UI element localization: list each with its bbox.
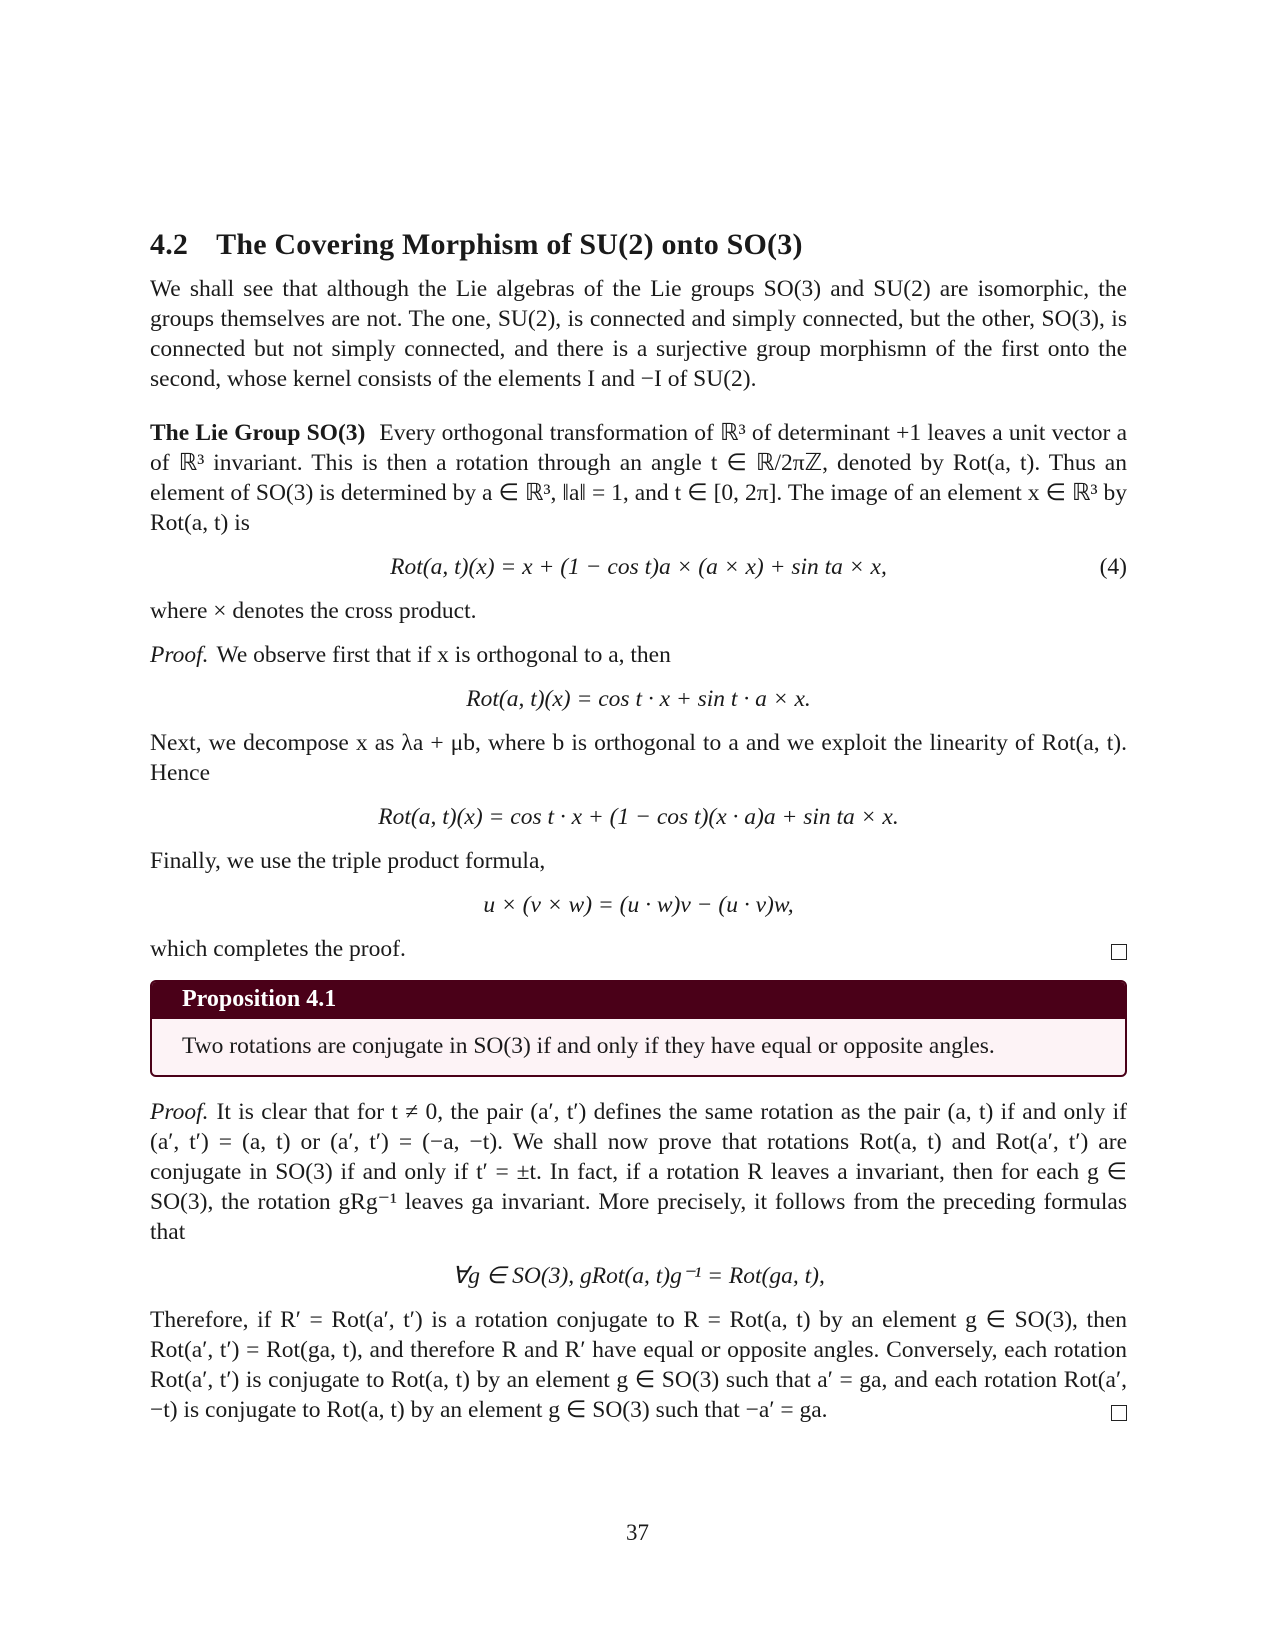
proof2-intro xyxy=(150,1097,1127,1247)
proof1-equation-3: u × (v × w) = (u · w)v − (u · v)w, xyxy=(483,892,794,918)
equation-4 xyxy=(150,552,1127,582)
so3-heading: The Lie Group SO(3) xyxy=(150,420,366,446)
page-content xyxy=(150,228,1127,1425)
section-title-text: The Covering Morphism of SU(2) onto SO(3) xyxy=(216,228,803,261)
proof1-text2: Next, we decompose x as λa + μb, where b is orthogonal to a and we exploit the linearity of Rot(a, t). Hence xyxy=(150,730,1127,786)
proof1-equation-2: Rot(a, t)(x) = cos t · x + (1 − cos t)(x · a)a + sin ta × x. xyxy=(378,804,899,830)
proof2-text2: Therefore, if R′ = Rot(a′, t′) is a rotation conjugate to R = Rot(a, t) by an element g ∈ SO(3), then Rot(a′, t′) = Rot(ga, t), and therefore R and R′ have equal or opposite angles. Conversely, each rotation Rot(a′, t′) is conjugate to Rot(a, t) by an element g ∈ SO(3) such that a′ = ga, and each rotation Rot(a′, −t) is conjugate to Rot(a, t) by an element g ∈ SO(3) such that −a′ = ga. xyxy=(150,1307,1127,1423)
equation-4-text: Rot(a, t)(x) = x + (1 − cos t)a × (a × x) + sin ta × x, xyxy=(390,554,887,580)
proof1-text4: which completes the proof. xyxy=(150,936,406,962)
proof2-label: Proof. xyxy=(150,1099,209,1125)
proof1-text3: Finally, we use the triple product formula, xyxy=(150,848,546,874)
proof2-text1: It is clear that for t ≠ 0, the pair (a′, t′) defines the same rotation as the pair (a, t) if and only if (a′, t′) = (a, t) or (a′, t′) = (−a, −t). We shall now prove that rotations Rot(a, t) and Rot(a′, t′) are conjugate in SO(3) if and only if t′ = ±t. In fact, if a rotation R leaves a invariant, then for each g ∈ SO(3), the rotation gRg⁻¹ leaves ga invariant. More precisely, it follows from the preceding formulas that xyxy=(150,1099,1127,1245)
proof2-equation-1: ∀g ∈ SO(3), gRot(a, t)g⁻¹ = Rot(ga, t), xyxy=(452,1263,825,1289)
proof1-text1: We observe first that if x is orthogonal to a, then xyxy=(216,642,671,668)
section-number: 4.2 xyxy=(150,228,189,261)
where-text: where × denotes the cross product. xyxy=(150,598,477,624)
proof2-end xyxy=(150,1305,1127,1425)
proof1-intro xyxy=(150,640,1127,670)
section-title xyxy=(150,228,1127,262)
qed-symbol xyxy=(1111,1405,1127,1421)
proof1-equation-1: Rot(a, t)(x) = cos t · x + sin t · a × x. xyxy=(466,686,811,712)
proposition-body: Two rotations are conjugate in SO(3) if and only if they have equal or opposite angles. xyxy=(182,1033,995,1059)
so3-text: Every orthogonal transformation of ℝ³ of determinant +1 leaves a unit vector a of ℝ³ invariant. This is then a rotation through an angle t ∈ ℝ/2πℤ, denoted by Rot(a, t). Thus an element of SO(3) is determined by a ∈ ℝ³, ‖a‖ = 1, and t ∈ [0, 2π]. The image of an element x ∈ ℝ³ by Rot(a, t) is xyxy=(150,420,1128,536)
qed-symbol xyxy=(1111,944,1127,960)
page-number: 37 xyxy=(626,1520,649,1545)
intro-paragraph: We shall see that although the Lie algebras of the Lie groups SO(3) and SU(2) are isomorphic, the groups themselves are not. The one, SU(2), is connected and simply connected, but the other, SO(3), is connected but not simply connected, and there is a surjective group morphismn of the first onto the second, whose kernel consists of the elements I and −I of SU(2). xyxy=(150,276,1127,392)
equation-4-number: (4) xyxy=(1099,554,1127,580)
so3-paragraph xyxy=(150,418,1127,538)
proof1-end xyxy=(150,934,1127,964)
proof1-label: Proof. xyxy=(150,642,209,668)
proposition-box xyxy=(150,980,1127,1077)
proposition-title: Proposition 4.1 xyxy=(152,982,1125,1019)
